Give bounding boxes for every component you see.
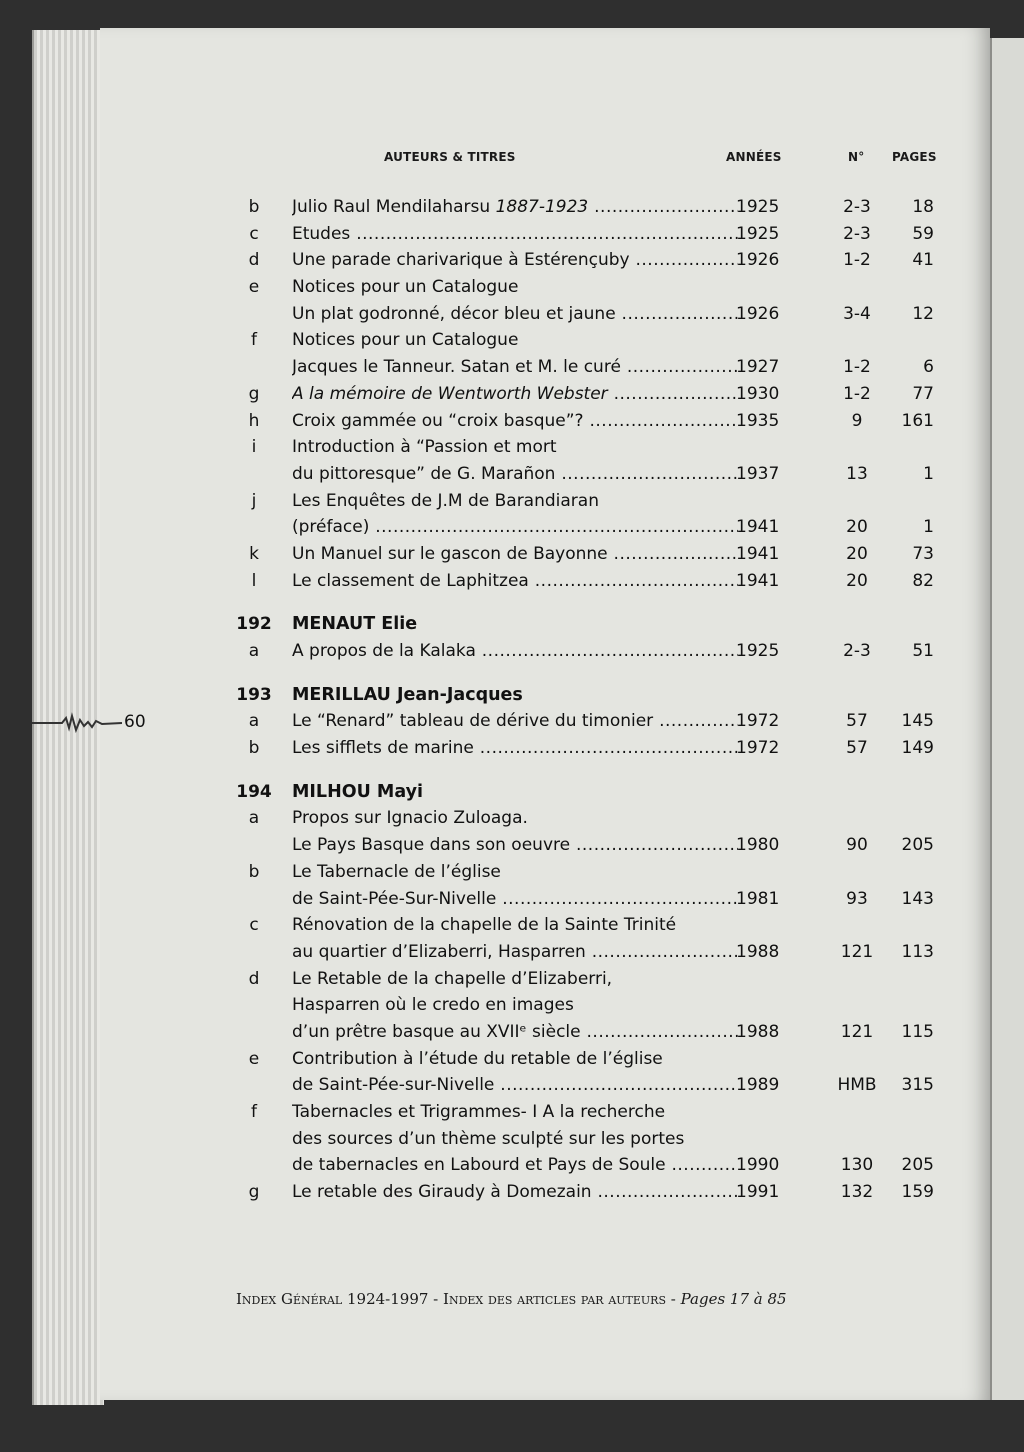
entry-issue: 1-2 [843, 357, 871, 378]
next-page-edge [990, 38, 1024, 1400]
author-spacer [232, 762, 934, 779]
entry-page: 12 [912, 303, 934, 324]
index-entry [232, 274, 934, 301]
entry-title-italic: A la mémoire de Wentworth Webster [292, 383, 608, 404]
page-number: 60 [124, 712, 146, 732]
entry-title: Tabernacles et Trigrammes- I A la recherche [292, 1102, 666, 1122]
entry-page: 41 [912, 250, 934, 271]
entry-issue: 20 [846, 517, 868, 538]
entry-page: 205 [901, 835, 934, 856]
entry-title: d’un prêtre basque au XVIIᵉ siècle ..... [292, 1019, 738, 1046]
entry-letter: l [251, 570, 257, 591]
entry-page: 149 [901, 738, 934, 759]
index-entry [232, 461, 934, 488]
entry-page: 51 [912, 641, 934, 661]
footer [236, 1290, 787, 1308]
index-entry [232, 832, 934, 859]
index-entry [232, 247, 934, 274]
author-spacer [232, 665, 934, 682]
entry-letter: e [248, 1048, 260, 1069]
header-years: ANNÉES [726, 150, 782, 164]
footer-index-general: Index Général [236, 1290, 343, 1308]
entry-title: Jacques le Tanneur. Satan et M. le curé ..... [292, 354, 738, 381]
entry-issue: 121 [840, 941, 874, 962]
index-entry [232, 939, 934, 966]
entry-issue: HMB [837, 1075, 877, 1096]
index-entry [232, 735, 934, 762]
footer-years: 1924-1997 [346, 1290, 429, 1308]
index-entry [232, 638, 934, 665]
entry-page: 159 [901, 1182, 934, 1203]
entry-page: 205 [901, 1155, 934, 1176]
entry-year: 1930 [736, 383, 780, 404]
index-entry [232, 568, 934, 595]
entry-issue: 130 [840, 1155, 874, 1176]
entry-title: Hasparren où le credo en images [292, 995, 574, 1016]
entry-issue: 57 [846, 711, 868, 732]
author-number: 193 [236, 684, 272, 705]
author-number: 194 [236, 781, 272, 802]
entry-year: 1941 [736, 570, 780, 591]
index-entry [232, 966, 934, 993]
entry-letter: d [248, 968, 260, 989]
entry-letter: b [248, 861, 260, 882]
entry-title: des sources d’un thème sculpté sur les portes [292, 1128, 685, 1149]
entry-title: Etudes ..... [292, 221, 738, 248]
entry-issue: 3-4 [843, 303, 871, 324]
entry-title: Rénovation de la chapelle de la Sainte Trinité [292, 915, 677, 936]
author-heading [232, 611, 934, 638]
index-entry [232, 541, 934, 568]
entry-title-italic: 1887-1923 [495, 197, 589, 217]
entry-page: 1 [923, 463, 934, 484]
entry-year: 1925 [736, 223, 780, 244]
index-entry [232, 354, 934, 381]
footer-pages: Pages 17 à 85 [680, 1290, 787, 1308]
index-entry [232, 1072, 934, 1099]
entry-letter: c [249, 915, 259, 936]
entry-year: 1925 [736, 197, 780, 217]
entry-page: 82 [912, 570, 934, 591]
entry-letter: k [249, 543, 259, 564]
entry-letter: a [248, 808, 260, 829]
entry-year: 1941 [736, 543, 780, 564]
author-number: 192 [236, 614, 272, 635]
entry-page: 77 [912, 383, 934, 404]
entry-letter: d [248, 250, 260, 271]
entry-page: 145 [901, 711, 934, 732]
index-entry [232, 194, 934, 221]
entry-year: 1935 [736, 410, 780, 431]
entry-issue: 9 [851, 410, 863, 431]
author-spacer [232, 594, 934, 611]
footer-separator: - [666, 1290, 681, 1308]
entry-title: Le Pays Basque dans son oeuvre ..... [292, 832, 738, 859]
index-entry [232, 1099, 934, 1126]
entry-page: 1 [923, 517, 934, 538]
entry-title: Une parade charivarique à Estérençuby ..... [292, 247, 738, 274]
entry-title: au quartier d’Elizaberri, Hasparren ..... [292, 939, 738, 966]
index-entry [232, 434, 934, 461]
entry-letter: j [251, 490, 257, 511]
entry-year: 1980 [736, 835, 780, 856]
index-entry [232, 514, 934, 541]
entry-letter: h [248, 410, 260, 431]
entry-title: A propos de la Kalaka ..... [292, 638, 738, 665]
entry-year: 1988 [736, 941, 780, 962]
index-entry [232, 221, 934, 248]
entry-year: 1981 [736, 888, 780, 909]
entry-title: Les Enquêtes de J.M de Barandiaran [292, 490, 599, 511]
entry-issue: 57 [846, 738, 868, 759]
entry-issue: 20 [846, 543, 868, 564]
entry-year: 1972 [736, 738, 780, 759]
entry-page: 315 [901, 1075, 934, 1096]
author-heading [232, 682, 934, 709]
entry-year: 1937 [736, 463, 780, 484]
entry-title: Le Retable de la chapelle d’Elizaberri, [292, 968, 613, 989]
entry-letter: g [248, 1182, 260, 1203]
entry-issue: 2-3 [843, 223, 871, 244]
entry-issue: 90 [846, 835, 868, 856]
index-entry [232, 708, 934, 735]
entry-year: 1941 [736, 517, 780, 538]
entry-letter: g [248, 383, 260, 404]
index-entry [232, 381, 934, 408]
entry-title [292, 381, 738, 408]
entry-issue: 1-2 [843, 383, 871, 404]
entry-page: 73 [912, 543, 934, 564]
entry-page: 161 [901, 410, 934, 431]
index-entry [232, 1126, 934, 1153]
entry-letter: f [251, 1102, 257, 1122]
entry-year: 1990 [736, 1155, 780, 1176]
entry-issue: 93 [846, 888, 868, 909]
entry-title: Un plat godronné, décor bleu et jaune ..... [292, 301, 738, 328]
header-pages: PAGES [892, 150, 937, 164]
entry-title: Introduction à “Passion et mort [292, 437, 557, 458]
index-entry [232, 301, 934, 328]
entry-page: 113 [901, 941, 934, 962]
entry-title: Propos sur Ignacio Zuloaga. [292, 808, 528, 829]
entry-title: Les sifflets de marine ..... [292, 735, 738, 762]
index-entry [232, 1019, 934, 1046]
entry-title: Le classement de Laphitzea ..... [292, 568, 738, 595]
index-entry [232, 992, 934, 1019]
entry-title: Julio Raul Mendilaharsu 1887-1923 ..... [292, 194, 738, 221]
entry-letter: b [248, 738, 260, 759]
entry-title: (préface) ..... [292, 514, 738, 541]
thumb-index-marker [32, 712, 122, 734]
entry-title: Le retable des Giraudy à Domezain ..... [292, 1179, 738, 1206]
index-entry [232, 488, 934, 515]
entry-year: 1926 [736, 303, 780, 324]
entry-letter: f [251, 330, 257, 351]
index-entry [232, 1179, 934, 1206]
footer-index-articles: Index des articles par auteurs [443, 1290, 666, 1308]
entry-year: 1925 [736, 641, 780, 661]
entry-letter: b [248, 197, 260, 217]
entry-letter: c [249, 223, 259, 244]
entry-issue: 2-3 [843, 197, 871, 217]
index-entry [232, 1046, 934, 1073]
entry-issue: 2-3 [843, 641, 871, 661]
entry-page: 115 [901, 1021, 934, 1042]
entry-page: 6 [923, 357, 934, 378]
entry-title: Le “Renard” tableau de dérive du timonier ..... [292, 708, 738, 735]
index-entry [232, 327, 934, 354]
index-entry [232, 912, 934, 939]
author-name: MENAUT Elie [292, 614, 418, 635]
entry-title: de tabernacles en Labourd et Pays de Soule ..... [292, 1152, 738, 1179]
author-heading [232, 779, 934, 806]
entry-year: 1989 [736, 1075, 780, 1096]
entry-year: 1988 [736, 1021, 780, 1042]
entry-year: 1927 [736, 357, 780, 378]
entry-title: Croix gammée ou “croix basque”? ..... [292, 408, 738, 435]
index-entry [232, 859, 934, 886]
footer-separator: - [428, 1290, 444, 1308]
entry-title: de Saint-Pée-Sur-Nivelle ..... [292, 886, 738, 913]
entry-title: Le Tabernacle de l’église [292, 861, 501, 882]
entry-title: Notices pour un Catalogue [292, 277, 519, 298]
index-entry [232, 408, 934, 435]
index-entry [232, 886, 934, 913]
entry-issue: 20 [846, 570, 868, 591]
entry-title: de Saint-Pée-sur-Nivelle ..... [292, 1072, 738, 1099]
entry-title: Contribution à l’étude du retable de l’église [292, 1048, 663, 1069]
entry-year: 1972 [736, 711, 780, 732]
entry-year: 1991 [736, 1182, 780, 1203]
entry-title: Un Manuel sur le gascon de Bayonne ..... [292, 541, 738, 568]
entry-title: Notices pour un Catalogue [292, 330, 519, 351]
entry-letter: a [248, 711, 260, 732]
entry-page: 18 [912, 197, 934, 217]
entry-letter: e [248, 277, 260, 298]
entry-letter: a [248, 641, 260, 661]
author-name: MILHOU Mayi [292, 781, 423, 802]
index-entry [232, 1152, 934, 1179]
entry-letter: i [251, 437, 257, 458]
entry-title: du pittoresque” de G. Marañon ..... [292, 461, 738, 488]
entry-issue: 132 [840, 1182, 874, 1203]
entry-page: 143 [901, 888, 934, 909]
header-authors-titles: AUTEURS & TITRES [384, 150, 516, 164]
entry-page: 59 [912, 223, 934, 244]
index-entry [232, 805, 934, 832]
entry-issue: 1-2 [843, 250, 871, 271]
entry-issue: 121 [840, 1021, 874, 1042]
header-number: N° [848, 150, 865, 164]
author-name: MERILLAU Jean-Jacques [292, 684, 523, 705]
entry-year: 1926 [736, 250, 780, 271]
entries-list [232, 194, 934, 1206]
entry-issue: 13 [846, 463, 868, 484]
